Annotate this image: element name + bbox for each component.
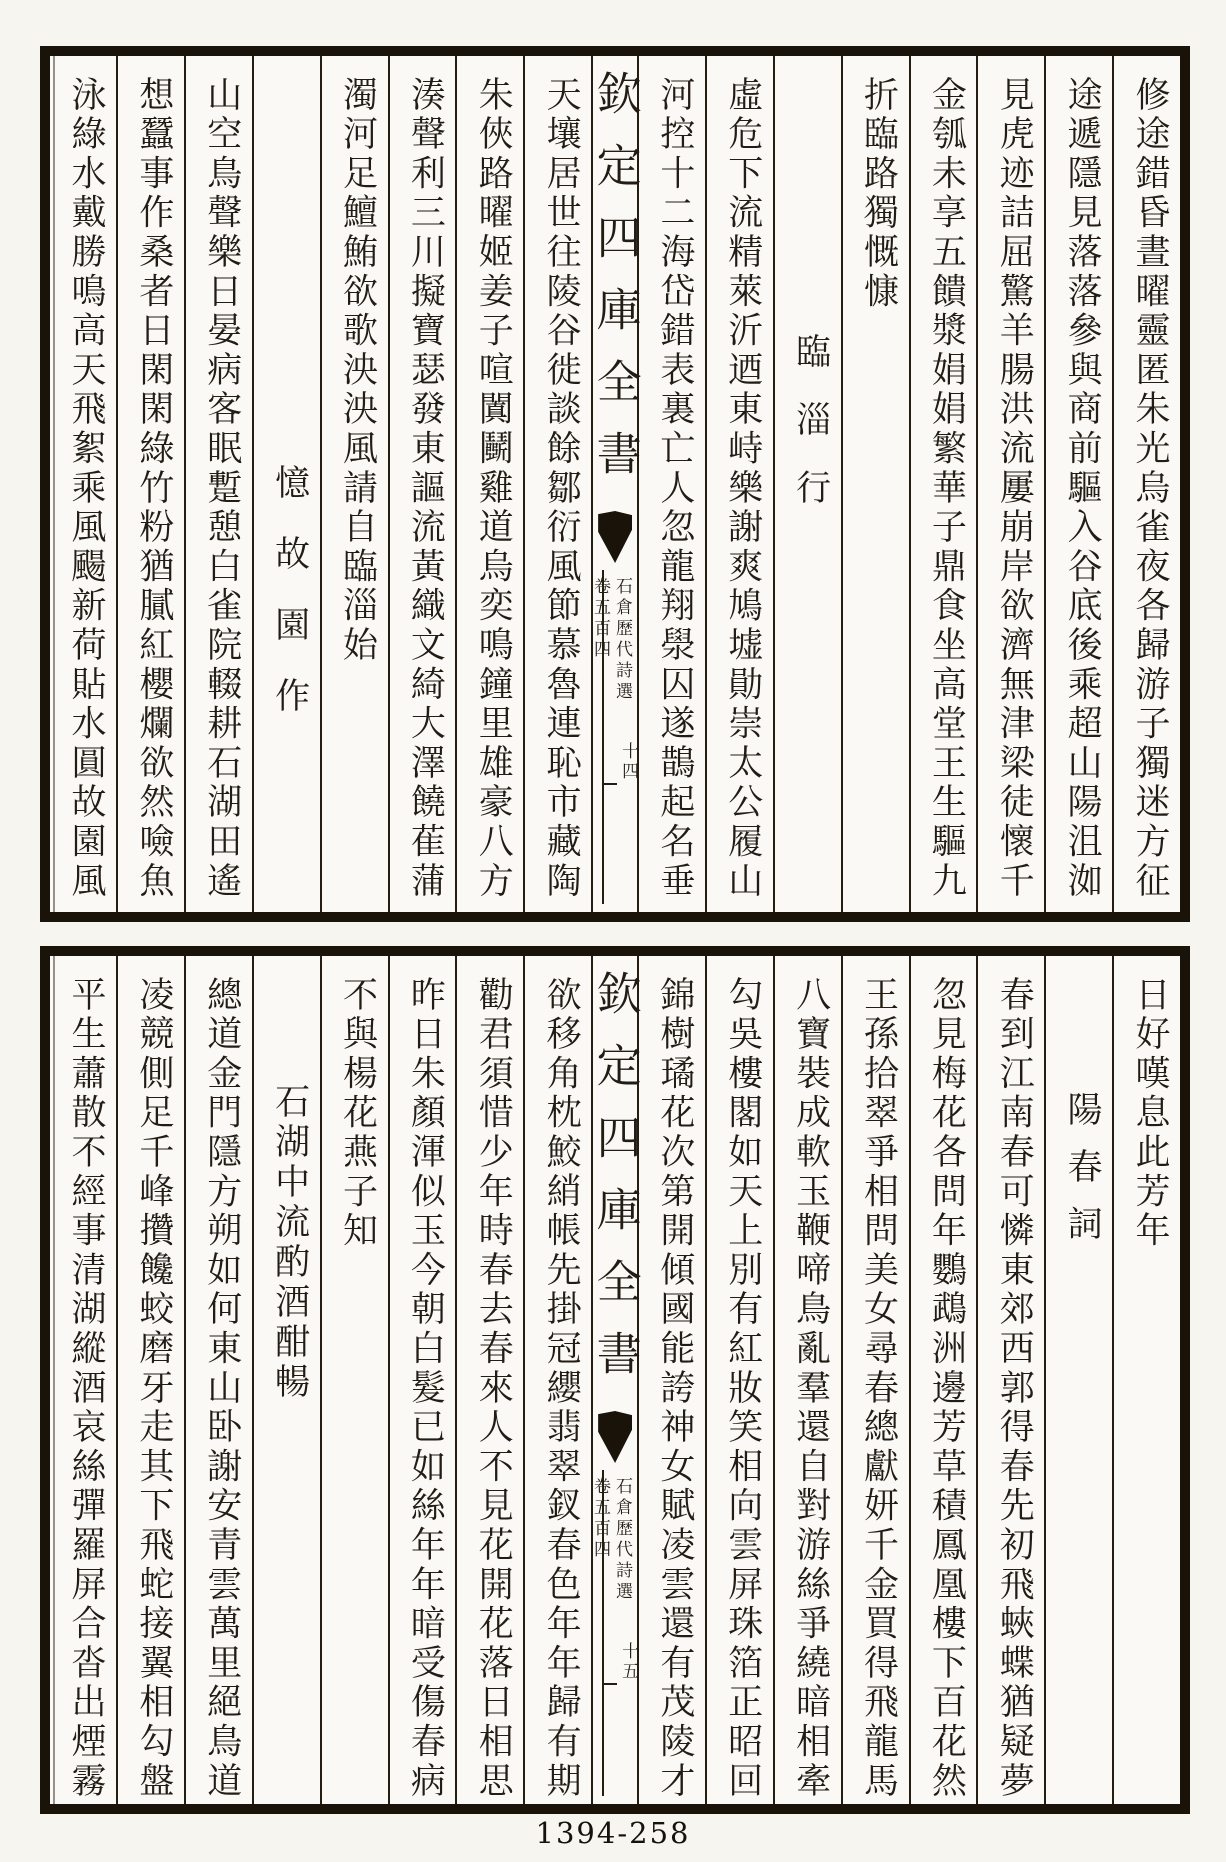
siku-header: 欽定四庫全書 [588,70,642,502]
poem-title-column: 憶故園作 [252,56,320,912]
book-title: 石倉歷代詩選 [612,577,632,703]
poem-column: 泳綠水戴勝鳴高天飛絮乘風颺新荷貼水圓故園風 [66,76,106,902]
poem-column: 不與楊花燕子知 [320,956,388,1804]
poem-column: 王孫拾翠爭相問美女尋春總獻妍千金買得飛龍馬 [841,956,909,1804]
banxin-fold-column [588,956,642,1804]
fishtail-icon [598,1411,632,1463]
siku-header: 欽定四庫全書 [588,970,642,1402]
poem-column: 凌競側足千峰攢饞蛟磨牙走其下飛蛇接翼相勾盤 [116,956,184,1804]
poem-column: 勾吳樓閣如天上別有紅妝笑相向雲屏珠箔正昭回 [705,956,773,1804]
column-grid-bottom [50,956,1180,1804]
poem-column: 濁河足鱣鮪欲歌泱泱風請自臨淄始 [320,56,388,912]
poem-column: 平生蕭散不經事清湖縱酒哀絲彈羅屏合沓出煙霧 [66,976,106,1802]
folio-page-number: 十五 [618,1642,639,1682]
poem-column: 金瓠未享五饋漿娟娟繁華子鼎食坐高堂王生驅九 [909,56,977,912]
poem-column: 八寶裝成軟玉鞭啼鳥亂羣還自對游絲爭繞暗相牽 [773,956,841,1804]
plate-number: 1394-258 [535,1816,691,1850]
poem-title-column: 陽春詞 [1044,956,1112,1804]
poem-column: 見虎迹詰屈驚羊腸洪流屢崩岸欲濟無津梁徒懷千 [976,56,1044,912]
poem-column: 湊聲利三川擬寶瑟發東謳流黃織文綺大澤饒萑蒲 [388,56,456,912]
poem-column: 勸君須惜少年時春去春來人不見花開花落日相思 [455,956,523,1804]
poem-column: 欲移角枕鮫綃帳先掛冠纓翡翠釵春色年年歸有期 [523,956,591,1804]
poem-column: 途遞隱見落落參與商前驅入谷底後乘超山陽沮洳 [1044,56,1112,912]
poem-column: 河控十二海岱錯表裏亡人忽龍翔澩囚遂鵲起名垂 [637,56,705,912]
poem-title-column: 石湖中流酌酒酣暢 [252,956,320,1804]
page-frame-bottom [40,946,1190,1814]
folio-tick-line [602,783,617,785]
poem-column: 忽見梅花各問年鸚鵡洲邊芳草積鳳凰樓下百花然 [909,956,977,1804]
book-title: 石倉歷代詩選 [612,1477,632,1603]
poem-column: 春到江南春可憐東郊西郭得春先初飛蛺蝶猶疑夢 [976,956,1044,1804]
fishtail-icon [598,511,632,563]
poem-column: 天壤居世往陵谷徙談餘鄒衍風節慕魯連恥市藏陶 [523,56,591,912]
banxin-fold-column [588,56,642,912]
volume-label: 卷五百四 [590,577,610,661]
poem-column: 日好嘆息此芳年 [1112,956,1180,1804]
banxin-subtitle [586,577,630,703]
poem-column: 昨日朱顏渾似玉今朝白髮已如絲年年暗受傷春病 [388,956,456,1804]
poem-column: 折臨路獨慨慷 [841,56,909,912]
volume-label: 卷五百四 [590,1477,610,1561]
poem-column: 錦樹璚花次第開傾國能誇神女賦凌雲還有茂陵才 [637,956,705,1804]
folio-tick-line [602,1683,617,1685]
poem-column: 虛危下流精萊沂迺東峙樂謝爽鳩墟勛崇太公履山 [705,56,773,912]
poem-column: 想蠶事作桑者日閑閑綠竹粉猶膩紅櫻爛欲然噞魚 [116,56,184,912]
poem-column: 修途錯昏晝曜靈匿朱光烏雀夜各歸游子獨迷方征 [1112,56,1180,912]
page-frame-top [40,46,1190,922]
poem-column: 山空鳥聲樂日晏病客眠蹔憩白雀院輟耕石湖田遙 [184,56,252,912]
column-grid-top [50,56,1180,912]
poem-column: 總道金門隱方朔如何東山卧謝安青雲萬里絕鳥道 [184,956,252,1804]
poem-column: 朱俠路曜姬姜子喧闐鬭雞道烏奕鳴鐘里雄豪八方 [455,56,523,912]
poem-title-column: 臨淄行 [773,56,841,912]
banxin-subtitle [586,1477,630,1603]
folio-page-number: 十四 [618,742,639,782]
